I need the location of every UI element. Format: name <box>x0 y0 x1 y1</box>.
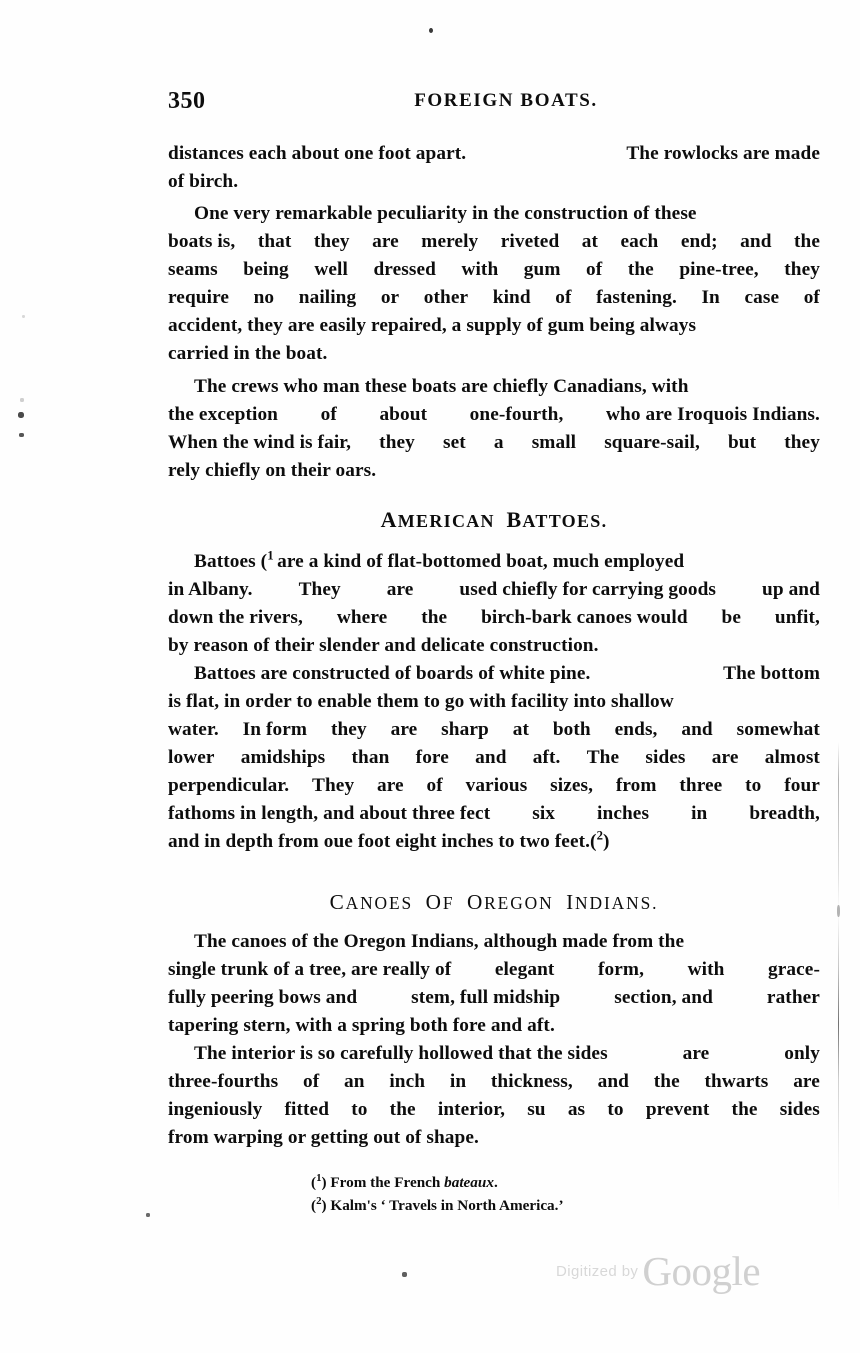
text-line: tapering stern, with a spring both fore and aft. <box>168 1015 555 1036</box>
scan-speck-left-mid <box>20 398 24 402</box>
text-line: seams being well dressed with gum of the pine-tree, they <box>168 259 820 280</box>
running-head <box>168 88 820 114</box>
scan-speck-bottom-center <box>402 1272 407 1277</box>
paragraph-oregon-interior <box>168 1040 820 1152</box>
text-line: water. In form they are sharp at both ends, and somewhat <box>168 719 820 740</box>
text-line: single trunk of a tree, are really of elegant form, with grace- <box>168 959 820 980</box>
scan-speck-top <box>429 28 433 33</box>
text-line: in Albany. They are used chiefly for carrying goods up and <box>168 579 820 600</box>
text-line: Battoes are constructed of boards of white pine. The bottom <box>194 663 820 684</box>
watermark-prefix: Digitized by <box>556 1263 639 1280</box>
heading-text: CANOES OF OREGON INDIANS. <box>329 890 659 914</box>
text-line: fathoms in length, and about three fect six inches in breadth, <box>168 803 820 824</box>
digitized-by-google-watermark <box>556 1247 760 1295</box>
text-line: When the wind is fair, they set a small square-sail, but they <box>168 432 820 453</box>
text-line: carried in the boat. <box>168 343 328 364</box>
scan-speck-left-bottom <box>19 433 24 437</box>
text-line: ingeniously fitted to the interior, su as to prevent the sides <box>168 1099 820 1120</box>
watermark-google-logo: Google <box>642 1248 761 1294</box>
text-line: is flat, in order to enable them to go with facility into shallow <box>168 691 674 712</box>
scan-speck-left-lower <box>18 412 24 418</box>
text-line: the exception of about one-fourth, who are Iroquois Indians. <box>168 404 820 425</box>
text-line: fully peering bows and stem, full midship section, and rather <box>168 987 820 1008</box>
text-line: The canoes of the Oregon Indians, although made from the <box>194 931 685 952</box>
footnote-1-marker: 1 <box>316 1171 322 1184</box>
paragraph-crews <box>168 373 820 485</box>
text-line: from warping or getting out of shape. <box>168 1127 479 1148</box>
footnote-marker-2[interactable]: 2 <box>596 828 604 843</box>
footnote-1-italic-term: bateaux <box>444 1174 494 1191</box>
paragraph-oregon-canoes <box>168 928 820 1040</box>
text-line: down the rivers, where the birch-bark canoes would be unfit, <box>168 607 820 628</box>
text-line: The crews who man these boats are chiefly Canadians, with <box>194 376 689 397</box>
text-line: distances each about one foot apart. The rowlocks are made <box>168 143 820 164</box>
footnote-marker-1[interactable]: 1 <box>267 548 274 563</box>
text-line: of birch. <box>168 171 239 192</box>
footnote-2-marker: 2 <box>316 1194 322 1207</box>
text-line: by reason of their slender and delicate construction. <box>168 635 599 656</box>
page-number: 350 <box>168 88 206 114</box>
text-line: The interior is so carefully hollowed that the sides are only <box>194 1043 820 1064</box>
running-title: FOREIGN BOATS. <box>414 90 598 111</box>
section-heading-american-battoes <box>168 507 820 533</box>
footnote-block <box>311 1171 731 1217</box>
text-line: rely chiefly on their oars. <box>168 460 377 481</box>
paragraph-battoes-construction <box>168 660 820 856</box>
scan-speck-right-edge <box>837 905 840 917</box>
text-line: perpendicular. They are of various sizes, from three to four <box>168 775 820 796</box>
text-line: and in depth from oue foot eight inches to two feet.($^2$) <box>168 828 610 852</box>
paragraph-rowlocks <box>168 140 820 196</box>
text-line: lower amidships than fore and aft. The sides are almost <box>168 747 820 768</box>
heading-text: AMERICAN BATTOES. <box>380 507 608 532</box>
scan-speck-left-upper <box>22 315 25 318</box>
paragraph-battoes-definition <box>168 548 820 660</box>
scan-speck-footer <box>146 1213 150 1217</box>
text-line: boats is, that they are merely riveted at each end; and the <box>168 231 820 252</box>
footnote-2: ($^2$) Kalm's ‘ Travels in North America.’ <box>311 1194 564 1214</box>
text-line: Battoes ($^1$ are a kind of flat-bottomed boat, much employed <box>194 548 685 572</box>
text-line: accident, they are easily repaired, a supply of gum being always <box>168 315 697 336</box>
scan-edge-line <box>838 742 839 1212</box>
text-line: One very remarkable peculiarity in the construction of these <box>194 203 697 224</box>
text-line: require no nailing or other kind of fastening. In case of <box>168 287 820 308</box>
text-line: three-fourths of an inch in thickness, and the thwarts are <box>168 1071 820 1092</box>
footnote-1: ($^1$) From the French bateaux. <box>311 1171 498 1191</box>
paragraph-peculiarity <box>168 200 820 368</box>
section-heading-canoes-oregon <box>168 890 820 915</box>
